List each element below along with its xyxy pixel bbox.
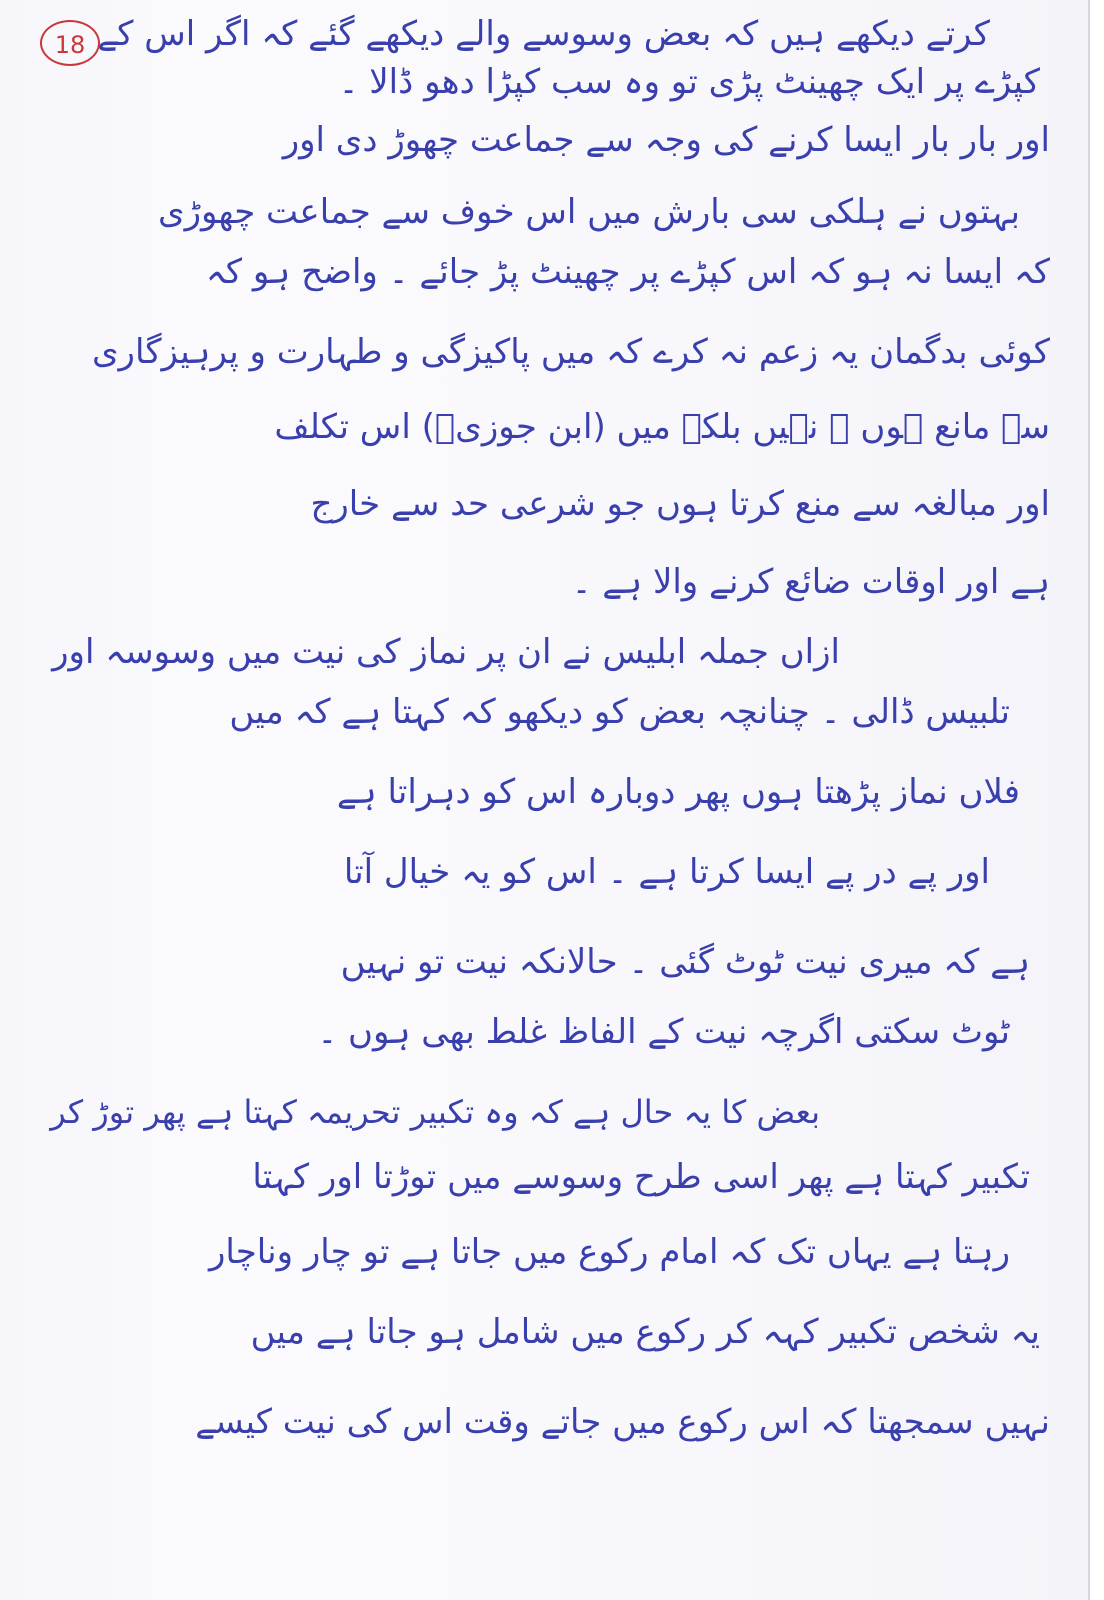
text-line-18: رہتا ہے یہاں تک کہ امام رکوع میں جاتا ہے تو چار وناچار [209, 1232, 1010, 1272]
text-line-7: سے مانع ہوں ۔ نہیں بلکہ میں (ابن جوزیؒ) اس تکلف [274, 407, 1050, 447]
text-line-16: بعض کا یہ حال ہے کہ وہ تکبیر تحریمہ کہتا ہے پھر توڑ کر [50, 1093, 820, 1131]
text-line-9: ہے اور اوقات ضائع کرنے والا ہے ۔ [571, 562, 1050, 602]
text-line-19: یہ شخص تکبیر کہہ کر رکوع میں شامل ہو جاتا ہے میں [250, 1312, 1040, 1352]
page-number: 18 [40, 20, 100, 66]
text-line-4: بہتوں نے ہلکی سی بارش میں اس خوف سے جماعت چھوڑی [157, 192, 1020, 232]
text-line-20: نہیں سمجھتا کہ اس رکوع میں جاتے وقت اس کی نیت کیسے [195, 1402, 1050, 1442]
text-line-12: فلاں نماز پڑھتا ہوں پھر دوبارہ اس کو دہراتا ہے [336, 772, 1020, 812]
text-line-1: کرتے دیکھے ہیں کہ بعض وسوسے والے دیکھے گئے کہ اگر اس کے [97, 14, 990, 54]
text-line-17: تکبیر کہتا ہے پھر اسی طرح وسوسے میں توڑتا اور کہتا [252, 1157, 1030, 1197]
text-line-6: کوئی بدگمان یہ زعم نہ کرے کہ میں پاکیزگی و طہارت و پرہیزگاری [91, 332, 1050, 372]
text-line-2: کپڑے پر ایک چھینٹ پڑی تو وہ سب کپڑا دھو ڈالا ۔ [338, 62, 1040, 102]
text-line-15: ٹوٹ سکتی اگرچہ نیت کے الفاظ غلط بھی ہوں ۔ [317, 1012, 1010, 1052]
text-line-14: ہے کہ میری نیت ٹوٹ گئی ۔ حالانکہ نیت تو نہیں [340, 942, 1030, 982]
text-line-13: اور پے در پے ایسا کرتا ہے ۔ اس کو یہ خیال آتا [343, 852, 990, 892]
text-line-3: اور بار بار ایسا کرنے کی وجہ سے جماعت چھوڑ دی اور [282, 120, 1050, 160]
text-line-10: ازاں جملہ ابلیس نے ان پر نماز کی نیت میں وسوسہ اور [52, 632, 840, 672]
text-line-8: اور مبالغہ سے منع کرتا ہوں جو شرعی حد سے خارج [310, 484, 1050, 524]
text-line-5: کہ ایسا نہ ہو کہ اس کپڑے پر چھینٹ پڑ جائے ۔ واضح ہو کہ [205, 252, 1050, 292]
text-line-11: تلبیس ڈالی ۔ چنانچہ بعض کو دیکھو کہ کہتا ہے کہ میں [229, 692, 1010, 732]
